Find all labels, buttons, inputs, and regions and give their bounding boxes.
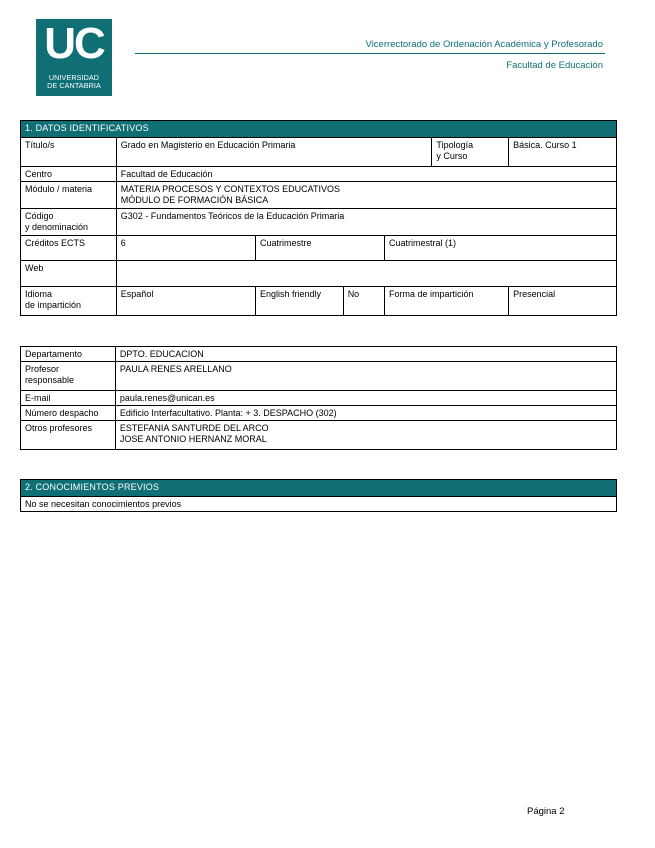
despacho-label: Número despacho [21,406,116,421]
cuatrimestre-label: Cuatrimestre [255,236,384,261]
centro-label: Centro [21,167,117,182]
idioma-label-line-2: de impartición [25,300,82,310]
header-divider [135,53,605,54]
titulo-label: Título/s [21,138,117,167]
english-friendly-value: No [343,287,384,316]
vicerrectorado-heading: Vicerrectorado de Ordenación Académica y Profesorado [365,39,603,50]
forma-imparticion-label: Forma de impartición [385,287,509,316]
profesor-label [21,362,116,391]
otros-profesores-line-1: ESTEFANIA SANTURDE DEL ARCO [119,423,269,433]
university-logo [36,19,112,96]
modulo-label: Módulo / materia [21,182,117,209]
departamento-label: Departamento [21,347,116,362]
codigo-value: G302 - Fundamentos Teóricos de la Educación Primaria [116,209,616,236]
codigo-label [21,209,117,236]
email-label: E-mail [21,391,116,406]
idioma-value: Español [116,287,255,316]
centro-value: Facultad de Educación [116,167,616,182]
conocimientos-previos-text: No se necesitan conocimientos previos [21,497,617,512]
english-friendly-label: English friendly [255,287,343,316]
idioma-label [21,287,117,316]
otros-profesores-label: Otros profesores [21,421,116,450]
conocimientos-previos-table [20,479,617,512]
departamento-value: DPTO. EDUCACION [115,347,616,362]
facultad-heading: Facultad de Educación [506,60,603,71]
profesor-value: PAULA RENES ARELLANO [115,362,616,391]
creditos-label: Créditos ECTS [21,236,117,261]
despacho-value: Edificio Interfacultativo. Planta: + 3. DESPACHO (302) [115,406,616,421]
otros-profesores-value [115,421,616,450]
page-number: Página 2 [527,806,565,817]
otros-profesores-line-2: JOSE ANTONIO HERNANZ MORAL [119,434,267,444]
codigo-label-line-1: Código [25,211,54,221]
modulo-value-line-2: MÓDULO DE FORMACIÓN BÁSICA [120,195,269,205]
staff-table [20,346,617,450]
web-label: Web [21,261,117,287]
email-value: paula.renes@unican.es [115,391,616,406]
tipologia-label [432,138,509,167]
logo-line-1: UNIVERSIDAD [48,73,100,82]
tipologia-label-line-2: y Curso [436,151,468,161]
logo-line-2: DE CANTABRIA [47,81,101,90]
section-2-title: 2. CONOCIMIENTOS PREVIOS [21,480,617,497]
tipologia-value: Básica. Curso 1 [509,138,617,167]
codigo-label-line-2: y denominación [25,222,89,232]
cuatrimestre-value: Cuatrimestral (1) [385,236,617,261]
forma-imparticion-value: Presencial [509,287,617,316]
profesor-label-line-2: responsable [25,375,75,385]
web-value [116,261,616,287]
creditos-value: 6 [116,236,255,261]
titulo-value: Grado en Magisterio en Educación Primaria [116,138,432,167]
idioma-label-line-1: Idioma [25,289,53,299]
datos-identificativos-table [20,120,617,316]
logo-uc-text: UC [44,19,104,68]
section-1-title: 1. DATOS IDENTIFICATIVOS [21,121,617,138]
modulo-value [116,182,616,209]
modulo-value-line-1: MATERIA PROCESOS Y CONTEXTOS EDUCATIVOS [120,184,341,194]
profesor-label-line-1: Profesor [25,364,60,374]
tipologia-label-line-1: Tipología [436,140,474,150]
